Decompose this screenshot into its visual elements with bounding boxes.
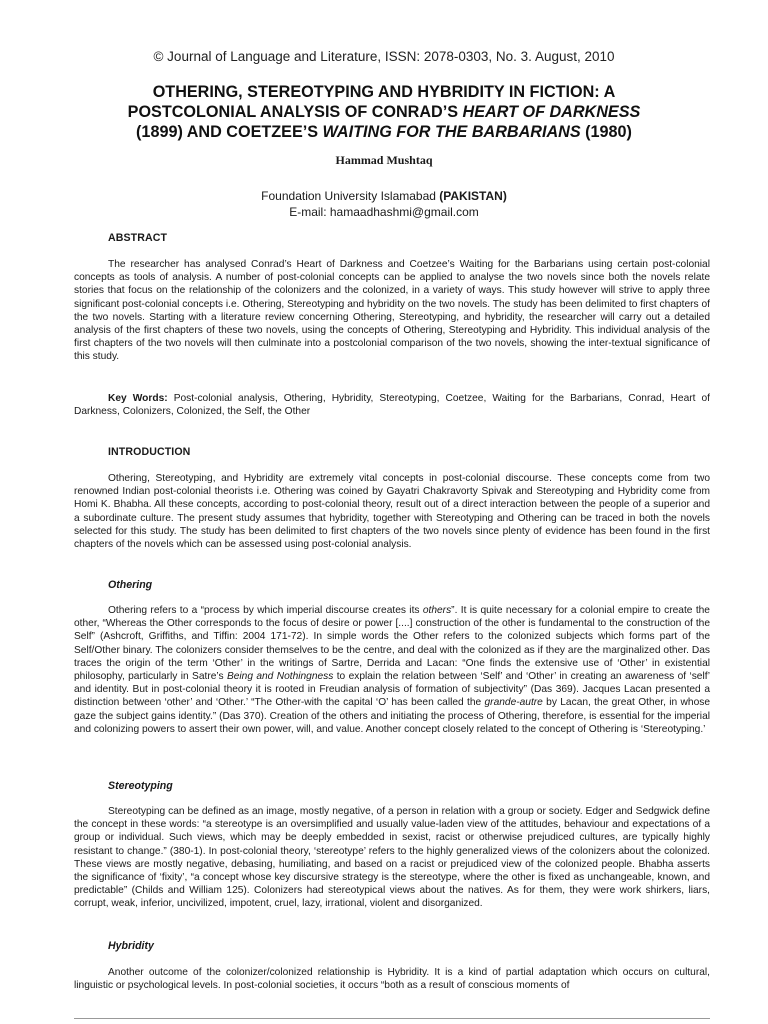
country: (PAKISTAN) — [439, 189, 507, 203]
title-waiting-for-barbarians: WAITING FOR THE BARBARIANS — [322, 123, 581, 141]
hybridity-text: Another outcome of the colonizer/colonized relationship is Hybridity. It is a kind of partial adaptation which occurs on cultural, linguistic or psychological levels. In post-colonial societies, it occurs “both as a result of conscious moments of — [74, 967, 710, 992]
title-line-2: POSTCOLONIAL ANALYSIS OF CONRAD’S — [127, 103, 463, 121]
institution: Foundation University Islamabad — [261, 189, 440, 203]
author-email[interactable]: E-mail: hamaadhashmi@gmail.com — [289, 205, 479, 219]
abstract-heading: ABSTRACT — [108, 232, 168, 244]
othering-heading: Othering — [108, 579, 153, 591]
hybridity-heading: Hybridity — [108, 940, 154, 952]
stereotyping-heading: Stereotyping — [108, 780, 173, 792]
abstract-text: The researcher has analysed Conrad’s Heart of Darkness and Coetzee’s Waiting for the Barbarians using certain post-colonial concepts as tools of analysis. A number of post-colonial concepts can be applied to analyse the two novels since both the novels relate stories that focus on the relationship of the colonizers and the colonized, in a variety of ways. This study however will strive to apply three significant post-colonial concepts i.e. Othering, Stereotyping and hybridity on the two novels. The study has been delimited to first chapters of the two novels. Starting with a literature review concerning Othering, Stereotyping, and hybridity, the researcher will carry out a detailed analysis of the first chapters of these two novels, using the concepts of Othering, Stereotyping and Hybridity. This individual analysis of the first chapters of the two novels will then culminate into a postcolonial comparison of the two novels, showing the inter-textual significance of this study. — [74, 259, 710, 363]
author-affiliation — [0, 188, 768, 220]
paper-title — [60, 82, 708, 142]
othering-text: Othering refers to a “process by which imperial discourse creates its others”. It is quite necessary for a colonial empire to create the other, “Whereas the Other corresponds to the focus of desire or power [....] construction of the other is fundamental to the construction of the Self” (Ashcroft, Griffiths, and Tiffin: 2004 171-72). In simple words the Other refers to the colonized subjects which forms part of the Self/Other binary. The colonizers consider themselves to be the centre, and deal with the colonized as if they are the marginalized other. Das traces the origin of the term ‘Other’ in the writings of Sartre, Derrida and Lacan: “One finds the extensive use of ‘Other’ in existential philosophy, particularly in Satre’s Being and Nothingness to explain the relation between ‘Self’ and ‘Other’ in creating an awareness of ‘self’ and identity. But in post-colonial theory it is rooted in Freudian analysis of formation of subjectivity” (Das 369). Jacques Lacan presented a distinction between ‘other’ and ‘Other.’ “The Other-with the capital ‘O’ has been called the grande-autre by Lacan, the great Other, in whose gaze the subject gains identity.” (Das 370). Creation of the others and initiating the process of Othering, therefore, is essential for the imperial and colonizing powers to assert their own power, will, and value. Another concept closely related to the concept of Othering is ‘Stereotyping.’ — [74, 605, 711, 735]
stereotyping-text: Stereotyping can be defined as an image, mostly negative, of a person in relation with a group or society. Edger and Sedgwick define the concept in these words: “a stereotype is an oversimplified and usually value-laden view of the attitudes, behaviour and expectations of a group or individual. Such views, which may be deeply embedded in sexist, racist or otherwise prejudiced cultures, are typically highly resistant to change.” (380-1). In post-colonial theory, ‘stereotype’ refers to the highly generalized views of the colonizers about the colonized. These views are mostly negative, debasing, humiliating, and based on a racist or prejudiced view of the colonized people. Bhabha asserts the significance of ‘fixity’, “a concept whose key discursive strategy is the stereotype, where the other is fixed as unchangeable, known, and predictable” (Childs and William 125). Colonizers had stereotypical views about the natives. As for them, they were work shirkers, liars, corrupt, weak, inferior, uncivilized, impotent, cruel, lazy, irrational, violent and disorganized. — [74, 806, 710, 910]
title-line-1: OTHERING, STEREOTYPING AND HYBRIDITY IN FICTION: A — [152, 83, 616, 101]
footer-divider — [74, 1018, 710, 1019]
keywords-label: Key Words: — [108, 393, 174, 404]
author-name: Hammad Mushtaq — [335, 153, 433, 167]
keywords-list: Post-colonial analysis, Othering, Hybridity, Stereotyping, Coetzee, Waiting for the Barbarians, Conrad, Heart of Darkness, Colonizers, Colonized, the Self, the Other — [74, 393, 710, 418]
introduction-text: Othering, Stereotyping, and Hybridity are extremely vital concepts in post-colonial discourse. These concepts come from two renowned Indian post-colonial theorists i.e. Othering was coined by Gayatri Chakravorty Spivak and Stereotyping and Hybridity come from Homi K. Bhabha. All these concepts, according to post-colonial theory, result out of a direct interaction between the people of a superior and a subordinate culture. The present study assumes that hybridity, together with Stereotyping and Othering can be traced in both the novels selected for this study. The study has been delimited to first chapters of the two novels since plenty of evidence has been found in the first chapters of the novels which can be assessed using post-colonial analysis. — [74, 473, 710, 551]
journal-header: © Journal of Language and Literature, ISSN: 2078-0303, No. 3. August, 2010 — [153, 49, 615, 64]
title-line-3: (1899) AND COETZEE’S — [136, 123, 323, 141]
title-heart-of-darkness: HEART OF DARKNESS — [462, 103, 641, 121]
introduction-heading: INTRODUCTION — [108, 446, 191, 458]
keywords — [74, 392, 710, 418]
title-year: (1980) — [580, 123, 632, 141]
